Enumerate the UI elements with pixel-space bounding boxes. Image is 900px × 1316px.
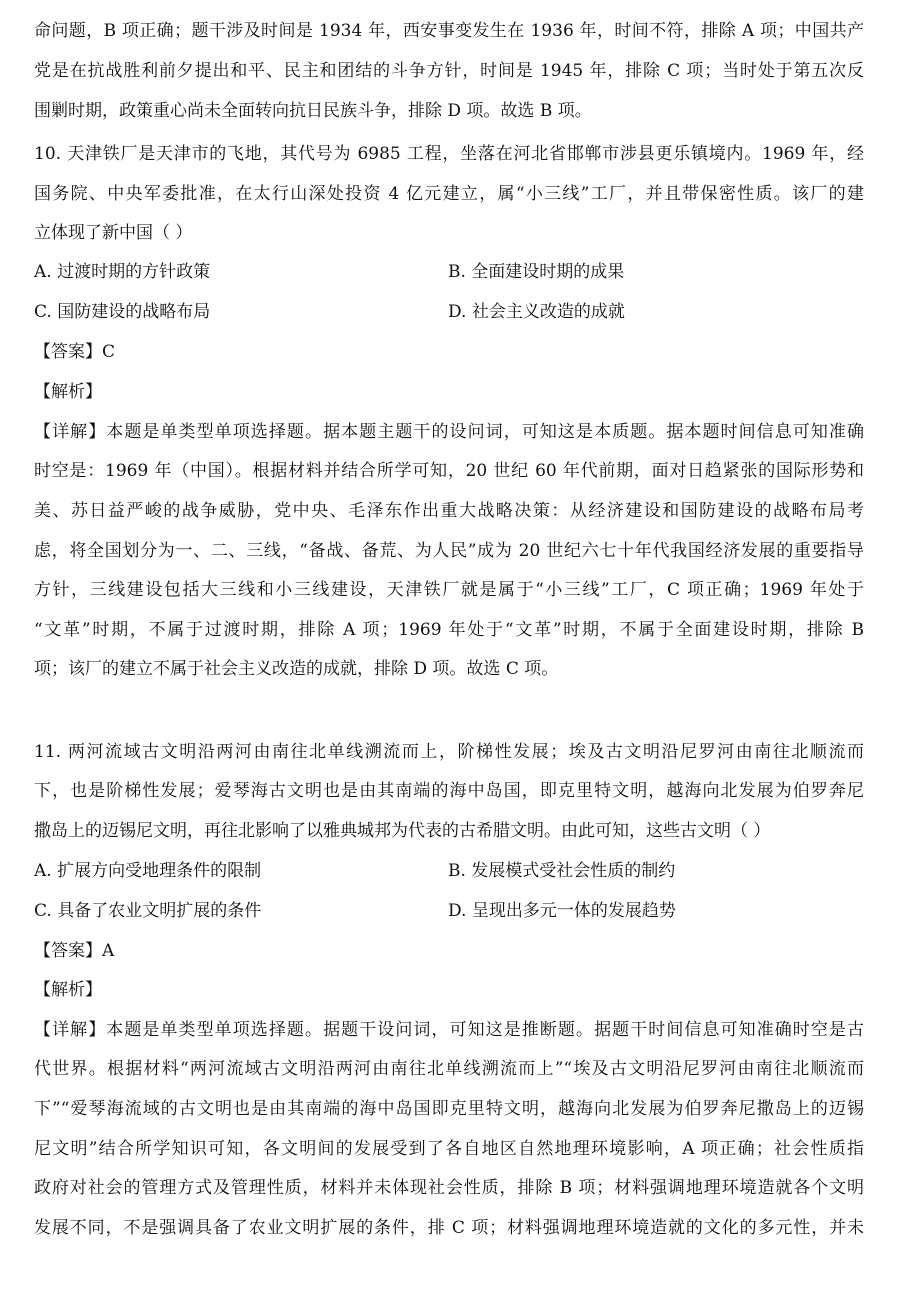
detail-line: 代世界。根据材料“两河流域古文明沿两河由南往北单线溯流而上”“埃及古文明沿尼罗河由南往北顺流而 bbox=[34, 1059, 864, 1079]
detail-line: 方针，三线建设包括大三线和小三线建设，天津铁厂就是属于“小三线”工厂，C 项正确；1969 年处于 bbox=[34, 580, 864, 600]
detail-line: 下”“爱琴海流域的古文明也是由其南端的海中岛国即克里特文明，越海向北发展为伯罗奔尼撒岛上的迈锡 bbox=[34, 1099, 864, 1119]
detail-line: 发展不同，不是强调具备了农业文明扩展的条件，排 C 项；材料强调地理环境造就的文化的多元性，并未 bbox=[34, 1218, 864, 1238]
previous-explanation-line: 围剿时期，政策重心尚未全面转向抗日民族斗争，排除 D 项。故选 B 项。 bbox=[34, 101, 592, 121]
detail-line: 政府对社会的管理方式及管理性质，材料并未体现社会性质，排除 B 项；材料强调地理环境造就各个文明 bbox=[34, 1178, 864, 1198]
detail-line: 美、苏日益严峻的战争威胁，党中央、毛泽东作出重大战略决策：从经济建设和国防建设的战略布局考 bbox=[34, 501, 864, 521]
previous-explanation-line: 命问题，B 项正确；题干涉及时间是 1934 年，西安事变发生在 1936 年，时间不符，排除 A 项；中国共产 bbox=[34, 21, 864, 41]
detail-line: 虑，将全国划分为一、二、三线，“备战、备荒、为人民”成为 20 世纪六七十年代我国经济发展的重要指导 bbox=[34, 541, 864, 561]
option-b: B. 发展模式受社会性质的制约 bbox=[448, 861, 676, 881]
option-d: D. 呈现出多元一体的发展趋势 bbox=[448, 901, 676, 921]
question-stem-line: 11. 两河流域古文明沿两河由南往北单线溯流而上，阶梯性发展；埃及古文明沿尼罗河由南往北顺流而 bbox=[34, 742, 864, 762]
question-stem-line: 立体现了新中国（ ） bbox=[34, 223, 193, 243]
detail-line: 时空是：1969 年（中国）。根据材料并结合所学可知，20 世纪 60 年代前期，面对日趋紧张的国际形势和 bbox=[34, 461, 864, 481]
detail-line: 【详解】本题是单类型单项选择题。据本题主题干的设问词，可知这是本质题。据本题时间信息可知准确 bbox=[34, 422, 864, 442]
answer-label: 【答案】A bbox=[34, 941, 115, 961]
detail-line: “文革”时期，不属于过渡时期，排除 A 项；1969 年处于“文革”时期，不属于全面建设时期，排除 B bbox=[34, 620, 864, 640]
analysis-heading: 【解析】 bbox=[34, 980, 102, 1000]
detail-line: 项；该厂的建立不属于社会主义改造的成就，排除 D 项。故选 C 项。 bbox=[34, 659, 559, 679]
option-a: A. 扩展方向受地理条件的限制 bbox=[34, 861, 262, 881]
question-stem-line: 下，也是阶梯性发展；爱琴海古文明也是由其南端的海中岛国，即克里特文明，越海向北发展为伯罗奔尼 bbox=[34, 781, 864, 801]
answer-label: 【答案】C bbox=[34, 342, 116, 362]
question-stem-line: 10. 天津铁厂是天津市的飞地，其代号为 6985 工程，坐落在河北省邯郸市涉县更乐镇境内。1969 年，经 bbox=[34, 144, 864, 164]
option-c: C. 具备了农业文明扩展的条件 bbox=[34, 901, 262, 921]
option-a: A. 过渡时期的方针政策 bbox=[34, 262, 211, 282]
option-d: D. 社会主义改造的成就 bbox=[448, 302, 625, 322]
detail-line: 尼文明”结合所学知识可知，各文明间的发展受到了各自地区自然地理环境影响，A 项正确；社会性质指 bbox=[34, 1139, 864, 1159]
detail-line: 【详解】本题是单类型单项选择题。据题干设问词，可知这是推断题。据题干时间信息可知准确时空是古 bbox=[34, 1020, 864, 1040]
option-b: B. 全面建设时期的成果 bbox=[448, 262, 625, 282]
question-stem-line: 撒岛上的迈锡尼文明，再往北影响了以雅典城邦为代表的古希腊文明。由此可知，这些古文明（ ） bbox=[34, 821, 771, 841]
previous-explanation-line: 党是在抗战胜利前夕提出和平、民主和团结的斗争方针，时间是 1945 年，排除 C 项；当时处于第五次反 bbox=[34, 61, 864, 81]
analysis-heading: 【解析】 bbox=[34, 382, 102, 402]
option-c: C. 国防建设的战略布局 bbox=[34, 302, 211, 322]
question-stem-line: 国务院、中央军委批准，在太行山深处投资 4 亿元建立，属“小三线”工厂，并且带保密性质。该厂的建 bbox=[34, 184, 864, 204]
